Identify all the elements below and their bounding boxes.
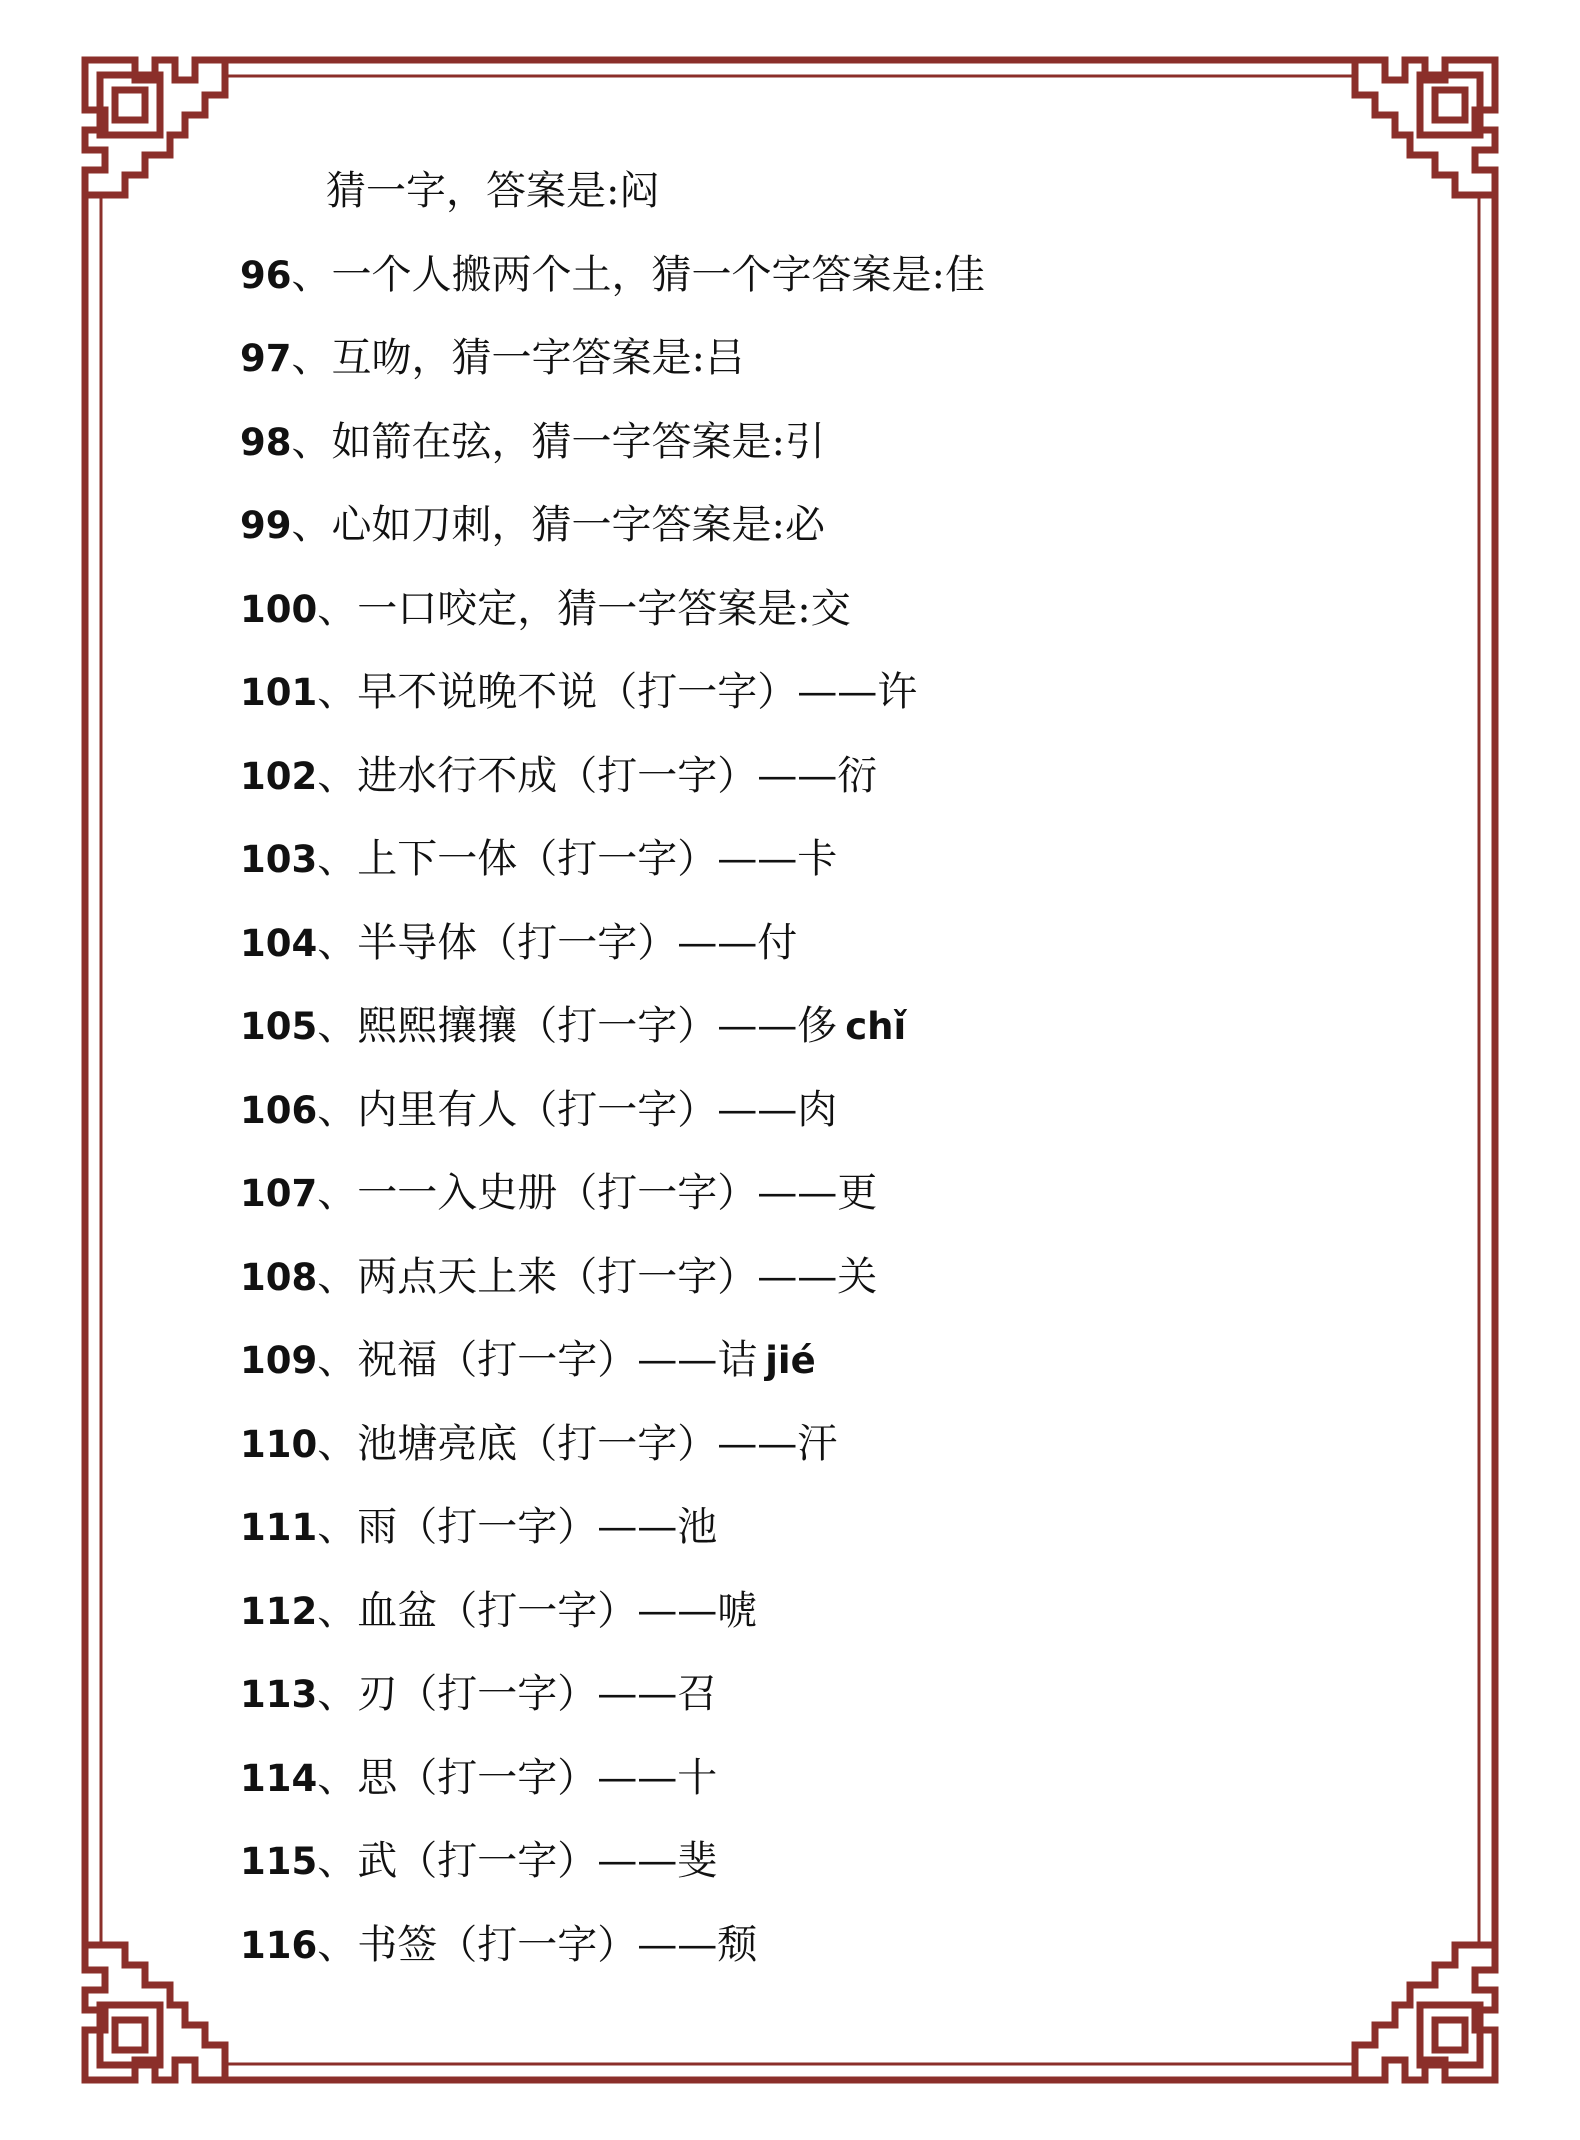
riddle-text: 武（打一字）——斐: [357, 1838, 718, 1884]
riddle-separator: 、: [291, 251, 332, 298]
riddle-number: 99: [240, 504, 292, 547]
riddle-separator: 、: [317, 1337, 358, 1383]
riddle-text: 刃（打一字）——召: [357, 1671, 718, 1717]
riddle-separator: 、: [291, 502, 332, 548]
riddle-item: [240, 401, 1390, 485]
riddle-number: 113: [240, 1673, 318, 1716]
riddle-text: 雨（打一字）——池: [357, 1504, 718, 1550]
riddle-number: 109: [240, 1339, 318, 1382]
riddle-text: 血盆（打一字）——唬: [357, 1587, 758, 1634]
riddle-text: 思（打一字）——十: [357, 1754, 718, 1801]
riddle-text: 半导体（打一字）——付: [357, 919, 798, 966]
riddle-number: 112: [240, 1589, 318, 1633]
riddle-item: [240, 1236, 1390, 1320]
riddle-pinyin: chǐ: [845, 1005, 907, 1048]
riddle-number: 102: [240, 754, 318, 798]
riddle-number: 101: [240, 671, 318, 714]
riddle-number: 110: [240, 1422, 318, 1466]
riddle-number: 100: [240, 587, 318, 631]
riddle-text: 一个人搬两个土，猜一个字答案是:佳: [331, 251, 985, 298]
riddle-separator: 、: [317, 1671, 358, 1717]
corner-ornament-bottom-left: [85, 1945, 225, 2080]
riddle-separator: 、: [291, 418, 332, 465]
riddle-text: 祝福（打一字）——诘: [357, 1337, 758, 1383]
riddle-item: [240, 1403, 1390, 1487]
riddle-item: [240, 1486, 1390, 1570]
riddle-item: [240, 1820, 1390, 1904]
riddle-text: 互吻，猜一字答案是:吕: [331, 335, 745, 381]
riddle-separator: 、: [317, 585, 358, 632]
riddle-text: 两点天上来（打一字）——关: [357, 1253, 878, 1300]
riddle-number: 96: [240, 253, 292, 297]
riddle-separator: 、: [317, 1086, 358, 1133]
riddle-text: 一一入史册（打一字）——更: [357, 1170, 878, 1216]
riddle-text: 心如刀刺，猜一字答案是:必: [331, 502, 825, 548]
riddle-separator: 、: [317, 919, 358, 966]
riddle-separator: 、: [317, 669, 358, 715]
riddle-separator: 、: [317, 1420, 358, 1467]
riddle-number: 106: [240, 1088, 318, 1132]
riddle-number: 103: [240, 838, 318, 881]
riddle-continuation-text: 猜一字，答案是:闷: [326, 168, 660, 214]
riddle-item: [240, 484, 1390, 568]
riddle-number: 114: [240, 1756, 318, 1800]
riddle-item: [240, 818, 1390, 902]
riddle-item: [240, 735, 1390, 819]
riddle-text: 早不说晚不说（打一字）——许: [357, 669, 918, 715]
riddle-text: 书签（打一字）——颓: [357, 1921, 758, 1968]
corner-ornament-top-left: [85, 60, 225, 195]
riddle-separator: 、: [317, 1838, 358, 1884]
riddle-separator: 、: [317, 836, 358, 882]
riddle-number: 97: [240, 337, 292, 380]
riddle-item: [240, 568, 1390, 652]
riddle-pinyin: jié: [765, 1339, 816, 1382]
riddle-item: [240, 902, 1390, 986]
riddle-separator: 、: [317, 1504, 358, 1550]
riddle-separator: 、: [317, 1253, 358, 1300]
riddle-items: [240, 234, 1390, 1988]
riddle-item: [240, 1904, 1390, 1988]
riddle-number: 108: [240, 1255, 318, 1299]
riddle-item: [240, 317, 1390, 401]
riddle-number: 104: [240, 921, 318, 965]
riddle-item: [240, 1069, 1390, 1153]
riddle-separator: 、: [317, 1754, 358, 1801]
riddle-text: 池塘亮底（打一字）——汗: [357, 1420, 838, 1467]
riddle-number: 115: [240, 1840, 318, 1883]
riddle-number: 107: [240, 1172, 318, 1215]
riddle-text: 如箭在弦，猜一字答案是:引: [331, 418, 825, 465]
riddle-item: [240, 1570, 1390, 1654]
riddle-item: [240, 1319, 1390, 1403]
riddle-number: 105: [240, 1005, 318, 1048]
riddle-text: 进水行不成（打一字）——衍: [357, 752, 878, 799]
riddle-item: [240, 234, 1390, 318]
riddle-number: 98: [240, 420, 292, 464]
riddle-item: [240, 985, 1390, 1069]
riddle-number: 116: [240, 1923, 318, 1967]
riddle-list: [240, 150, 1390, 1987]
riddle-number: 111: [240, 1506, 318, 1549]
riddle-separator: 、: [317, 1921, 358, 1968]
riddle-continuation-line: [240, 150, 1390, 234]
riddle-text: 熙熙攘攘（打一字）——侈: [357, 1003, 838, 1049]
riddle-item: [240, 651, 1390, 735]
riddle-text: 上下一体（打一字）——卡: [357, 836, 838, 882]
riddle-text: 一口咬定，猜一字答案是:交: [357, 585, 851, 632]
riddle-separator: 、: [317, 1587, 358, 1634]
riddle-separator: 、: [317, 1003, 358, 1049]
riddle-separator: 、: [317, 752, 358, 799]
riddle-separator: 、: [291, 335, 332, 381]
riddle-text: 内里有人（打一字）——肉: [357, 1086, 838, 1133]
riddle-item: [240, 1152, 1390, 1236]
riddle-separator: 、: [317, 1170, 358, 1216]
riddle-item: [240, 1737, 1390, 1821]
riddle-item: [240, 1653, 1390, 1737]
